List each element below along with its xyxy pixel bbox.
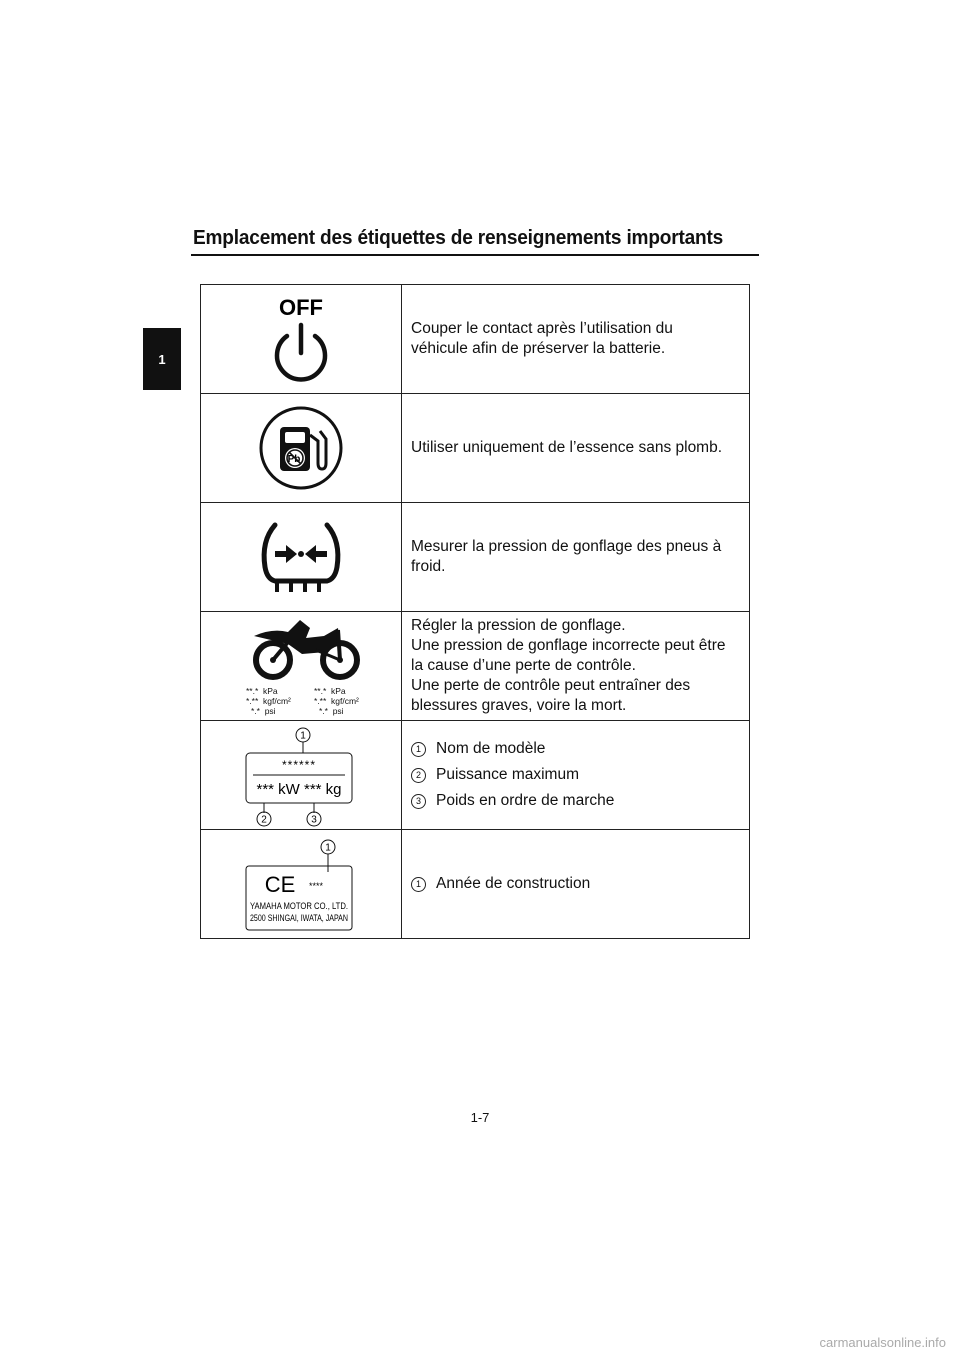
row-text-line: Régler la pression de gonflage. xyxy=(411,617,626,634)
row-text-line: la cause d’une perte de contrôle. xyxy=(411,657,636,674)
legend-number: 1 xyxy=(411,742,426,757)
text-cell xyxy=(402,285,750,394)
text-cell xyxy=(402,394,750,503)
table-row xyxy=(201,830,750,939)
icon-cell xyxy=(201,721,402,830)
legend-label: Poids en ordre de marche xyxy=(436,792,615,809)
maker-name: YAMAHA MOTOR CO., LTD. xyxy=(250,901,348,912)
icon-cell xyxy=(201,503,402,612)
legend-label: Nom de modèle xyxy=(436,740,546,757)
table-row xyxy=(201,721,750,830)
legend-label: Puissance maximum xyxy=(436,766,579,783)
chapter-tab: 1 xyxy=(143,328,181,390)
plate-stars: ****** xyxy=(281,758,317,772)
off-label: OFF xyxy=(279,295,323,320)
icon-cell xyxy=(201,612,402,721)
labels-table xyxy=(200,284,750,939)
table-row xyxy=(201,503,750,612)
row-text: Couper le contact après l’utilisation du véhicule afin de préserver la batterie. xyxy=(411,320,673,357)
text-cell xyxy=(402,503,750,612)
row-text-line: Une perte de contrôle peut entraîner des xyxy=(411,677,691,694)
model-plate-icon xyxy=(236,723,366,827)
pressure-rear-kgf: *.** kgf/cm² xyxy=(314,696,359,706)
pressure-front-psi: *.* psi xyxy=(251,706,276,716)
legend-number: 1 xyxy=(411,877,426,892)
motorcycle-tire-pressure-icon xyxy=(206,614,396,718)
title-divider xyxy=(191,254,759,256)
legend-number: 2 xyxy=(411,768,426,783)
icon-cell xyxy=(201,830,402,939)
callout-1: 1 xyxy=(325,842,331,854)
page-title: Emplacement des étiquettes de renseignements importants xyxy=(193,226,724,249)
plate-values: *** kW *** kg xyxy=(256,781,342,798)
pressure-front-kgf: *.** kgf/cm² xyxy=(246,696,291,706)
row-text: Utiliser uniquement de l’essence sans plomb. xyxy=(411,439,723,456)
text-cell xyxy=(402,612,750,721)
legend-item xyxy=(411,765,741,785)
pressure-rear-psi: *.* psi xyxy=(319,706,344,716)
callout-1: 1 xyxy=(300,730,306,742)
watermark: carmanualsonline.info xyxy=(819,1335,946,1350)
table-row xyxy=(201,394,750,503)
row-text: Mesurer la pression de gonflage des pneus à froid. xyxy=(411,538,722,575)
tire-pressure-cold-icon xyxy=(253,517,349,597)
power-off-icon xyxy=(256,291,346,387)
legend-item xyxy=(411,791,741,811)
callout-2: 2 xyxy=(261,814,267,826)
legend-item xyxy=(411,874,741,894)
row-text-line: blessures graves, voire la mort. xyxy=(411,697,627,714)
table-row xyxy=(201,285,750,394)
legend-item xyxy=(411,739,741,759)
svg-text:Pb: Pb xyxy=(287,454,301,465)
callout-3: 3 xyxy=(311,814,317,826)
pressure-front-kpa: **.* kPa xyxy=(246,686,278,696)
year-stars: **** xyxy=(308,881,324,891)
maker-address: 2500 SHINGAI, IWATA, JAPAN xyxy=(250,913,349,924)
text-cell xyxy=(402,721,750,830)
legend-number: 3 xyxy=(411,794,426,809)
ce-plate-icon xyxy=(236,832,366,936)
text-cell xyxy=(402,830,750,939)
icon-cell xyxy=(201,285,402,394)
unleaded-fuel-pump-icon xyxy=(258,405,344,491)
legend-label: Année de construction xyxy=(436,875,591,892)
table-row xyxy=(201,612,750,721)
page-number: 1-7 xyxy=(470,1110,490,1125)
row-text-line: Une pression de gonflage incorrecte peut être xyxy=(411,637,726,654)
pressure-rear-kpa: **.* kPa xyxy=(314,686,346,696)
motorcycle-icon xyxy=(254,620,357,677)
ce-mark-icon: CE xyxy=(264,872,296,897)
icon-cell xyxy=(201,394,402,503)
